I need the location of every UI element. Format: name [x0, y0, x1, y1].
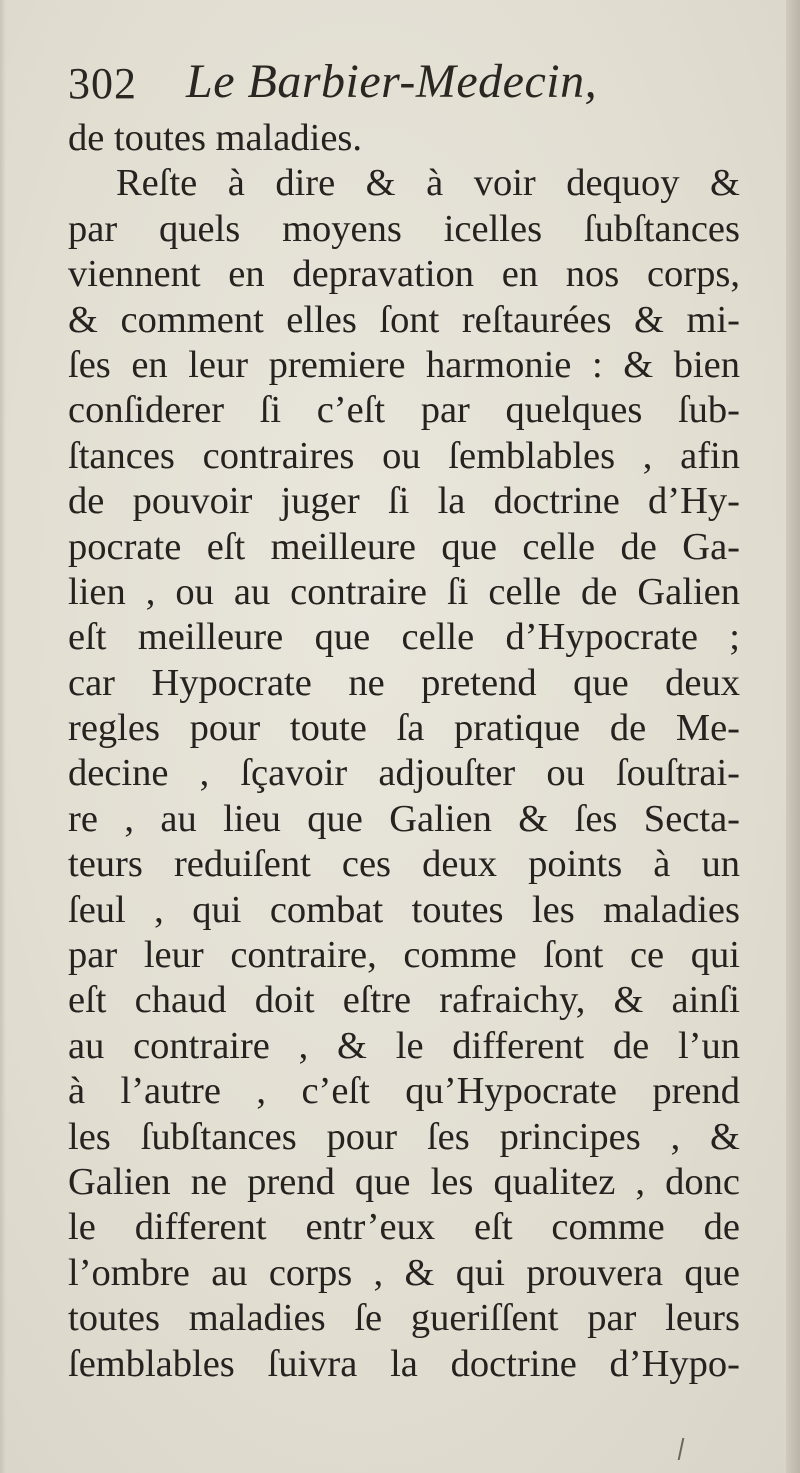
text-line: par quels moyens icelles ſubſtances: [68, 207, 740, 250]
text-line: les ſubſtances pour ſes principes , &: [68, 1115, 740, 1158]
text-line: lien , ou au contraire ſi celle de Galien: [68, 570, 740, 613]
text-line: decine , ſçavoir adjouſter ou ſouſtrai-: [68, 752, 740, 795]
text-line: ſes en leur premiere harmonie : & bien: [68, 343, 740, 386]
text-line: car Hypocrate ne pretend que deux: [68, 661, 740, 704]
text-line: de toutes maladies.: [68, 117, 363, 159]
text-line: par leur contraire, comme ſont ce qui: [68, 934, 740, 977]
text-line: l’ombre au corps , & qui prouvera que: [68, 1251, 740, 1294]
text-line: au contraire , & le different de l’un: [68, 1024, 740, 1067]
text-line: teurs reduiſent ces deux points à un: [68, 843, 740, 886]
text-line: Reſte à dire & à voir dequoy &: [116, 162, 740, 205]
text-line: ſtances contraires ou ſemblables , afin: [68, 434, 740, 477]
text-line: re , au lieu que Galien & ſes Secta-: [68, 797, 740, 840]
running-head: [68, 48, 748, 118]
text-line: eſt chaud doit eſtre rafraichy, & ainſi: [68, 979, 740, 1022]
page-number: 302: [68, 59, 137, 108]
text-line: toutes maladies ſe gueriſſent par leurs: [68, 1297, 740, 1340]
ink-mark: [678, 1438, 693, 1460]
page-gutter-shadow: [0, 0, 6, 1473]
text-line: viennent en depravation en nos corps,: [68, 253, 740, 296]
body-text: [68, 116, 740, 1387]
text-line: le different entr’eux eſt comme de: [68, 1206, 740, 1249]
text-line: ſemblables ſuivra la doctrine d’Hypo-: [68, 1342, 740, 1385]
text-line: regles pour toute ſa pratique de Me-: [68, 707, 740, 750]
page-edge: [786, 0, 800, 1473]
text-line: eſt meilleure que celle d’Hypocrate ;: [68, 616, 740, 659]
text-line: conſiderer ſi c’eſt par quelques ſub-: [68, 389, 740, 432]
text-line: à l’autre , c’eſt qu’Hypocrate prend: [68, 1070, 740, 1113]
text-line: Galien ne prend que les qualitez , donc: [68, 1160, 740, 1203]
text-line: ſeul , qui combat toutes les maladies: [68, 888, 740, 931]
text-line: pocrate eſt meilleure que celle de Ga-: [68, 525, 740, 568]
text-line: & comment elles ſont reſtaurées & mi-: [68, 298, 740, 341]
text-line: de pouvoir juger ſi la doctrine d’Hy-: [68, 480, 740, 523]
running-title: Le Barbier-Medecin,: [186, 55, 598, 108]
